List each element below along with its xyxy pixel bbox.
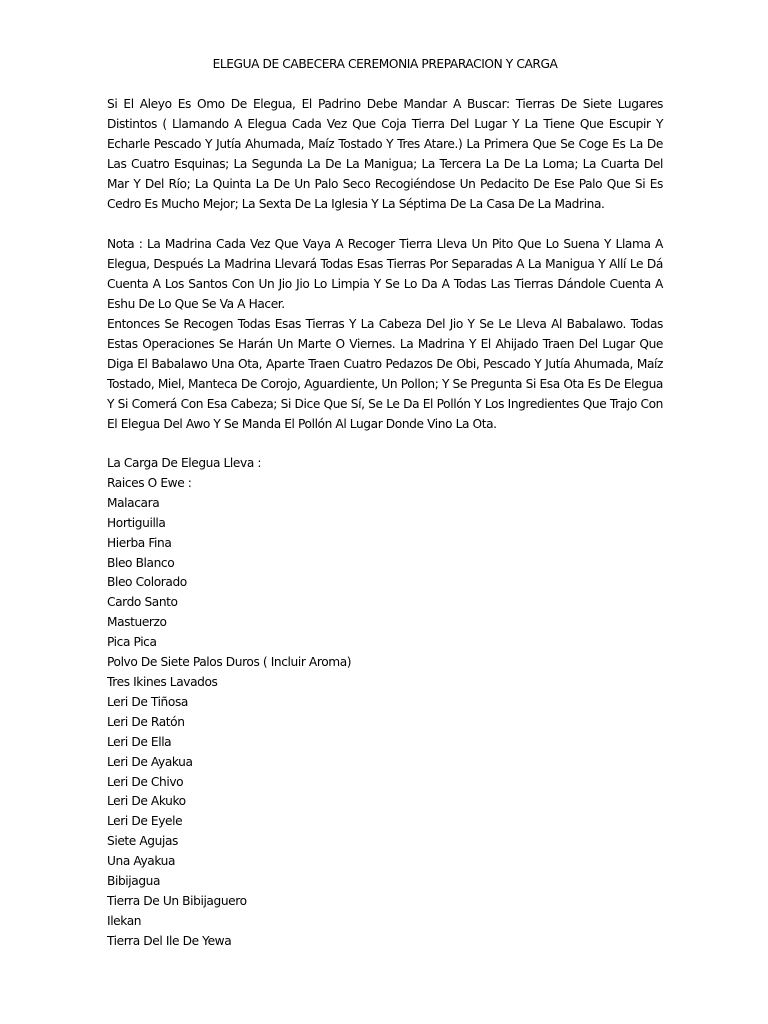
list-item: Malacara [107,495,160,510]
list-item: Siete Agujas [107,834,178,849]
list-item: Leri De Tiñosa [107,694,188,709]
list-item: Polvo De Siete Palos Duros ( Incluir Aroma) [107,655,352,670]
list-item: Ilekan [107,913,142,928]
list-item: Cardo Santo [107,595,178,610]
spacer [107,434,663,454]
list-subheading: Raices O Ewe : [107,475,192,490]
paragraph-nota: Nota : La Madrina Cada Vez Que Vaya A Recoger Tierra Lleva Un Pito Que Lo Suena Y Llama A Elegua, Después La Madrina Llevará Todas Esas Tierras Por Separadas A La Manigua Y Allí Le Dá Cuenta A Los Santos Con Un Jio Jio Lo Limpia Y Se Lo Da A Todas Las Tierras Dándole Cuenta A Eshu De Lo Que Se Va A Hacer. [107,237,663,311]
list-item: Leri De Chivo [107,774,184,789]
paragraph-entonces: Entonces Se Recogen Todas Esas Tierras Y La Cabeza Del Jio Y Se Le Lleva Al Babalawo. Todas Estas Operaciones Se Harán Un Marte O Viernes. La Madrina Y El Ahijado Traen Del Lugar Que Diga El Babalawo Una Ota, Aparte Traen Cuatro Pedazos De Obi, Pescado Y Jutía Ahumada, Maíz Tostado, Miel, Manteca De Corojo, Aguardiente, Un Pollon; Y Se Pregunta Si Esa Ota Es De Elegua Y Si Comerá Con Esa Cabeza; Si Dice Que Sí, Se Le Da El Pollón Y Los Ingredientes Que Trajo Con El Elegua Del Awo Y Se Manda El Pollón Al Lugar Donde Vino La Ota. [107,317,663,431]
list-item: Leri De Ratón [107,714,185,729]
list-item: Leri De Ayakua [107,754,193,769]
list-item: Leri De Akuko [107,794,186,809]
spacer [107,214,663,234]
paragraph-intro: Si El Aleyo Es Omo De Elegua, El Padrino Debe Mandar A Buscar: Tierras De Siete Lugares Distintos ( Llamando A Elegua Cada Vez Que Coja Tierra Del Lugar Y La Tiene Que Escupir Y Echarle Pescado Y Jutía Ahumada, Maíz Tostado Y Tres Atare.) La Primera Que Se Coge Es La De Las Cuatro Esquinas; La Segunda La De La Manigua; La Tercera La De La Loma; La Cuarta Del Mar Y Del Río; La Quinta La De Un Palo Seco Recogiéndose Un Pedacito De Ese Palo Que Si Es Cedro Es Mucho Mejor; La Sexta De La Iglesia Y La Séptima De La Casa De La Madrina. [107,97,663,211]
list-item: Mastuerzo [107,615,167,630]
list-item: Leri De Eyele [107,814,183,829]
list-item: Bleo Blanco [107,555,175,570]
list-item: Una Ayakua [107,854,176,869]
list-item: Pica Pica [107,635,157,650]
list-item: Bleo Colorado [107,575,187,590]
list-item: Tres Ikines Lavados [107,674,218,689]
document-page [107,54,663,952]
list-item: Hierba Fina [107,535,172,550]
list-item: Bibijagua [107,874,161,889]
list-heading: La Carga De Elegua Lleva : [107,456,262,470]
document-title: ELEGUA DE CABECERA CEREMONIA PREPARACION Y CARGA [212,57,558,71]
ingredient-list [107,494,663,952]
list-item: Tierra Del Ile De Yewa [107,933,232,948]
list-item: Hortiguilla [107,515,166,530]
list-item: Leri De Ella [107,734,172,749]
list-item: Tierra De Un Bibijaguero [107,893,247,908]
